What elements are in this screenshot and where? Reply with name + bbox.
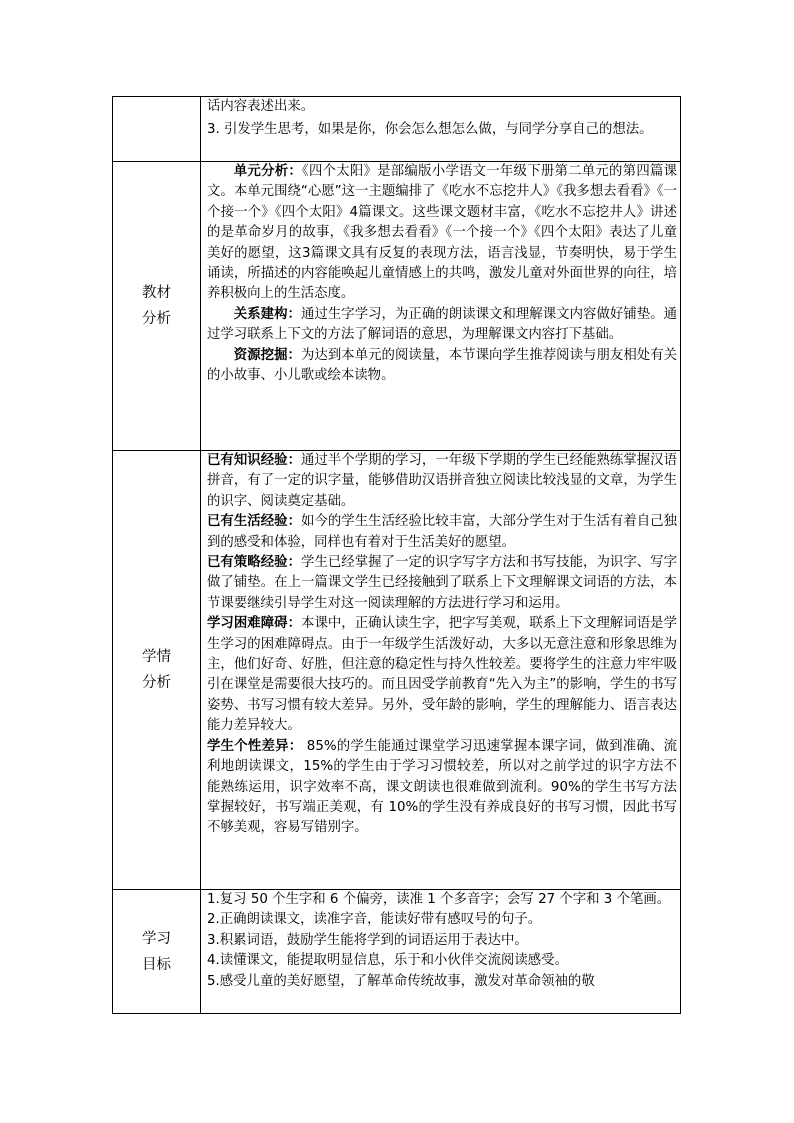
intro-content xyxy=(201,97,681,162)
intro-line: 3. 引发学生思考，如果是你，你会怎么想怎么做，与同学分享自己的想法。 xyxy=(207,122,653,138)
paragraph xyxy=(207,346,677,387)
goal-item: 2.正确朗读课文，读准字音，能读好带有感叹号的句子。 xyxy=(207,912,542,928)
paragraph-text: 85%的学生能通过课堂学习迅速掌握本课字词，做到准确、流利地朗读课文，15%的学生由于学习习惯较差，所以对之前学过的识字方法不能熟练运用，识字效率不高，课文朗读也很难做到流利。90%的学生书写方法掌握较好，书写端正美观，有 10%的学生没有养成良好的书写习惯，因此书写不够美观，容易写错别字。 xyxy=(207,738,677,836)
row-label-empty xyxy=(113,97,201,162)
table-row xyxy=(113,162,681,451)
intro-line: 话内容表述出来。 xyxy=(207,99,315,114)
paragraph xyxy=(207,162,677,305)
paragraph xyxy=(207,737,677,839)
label-line: 教材 xyxy=(142,285,171,301)
paragraph-title: 已有策略经验： xyxy=(207,555,302,571)
table-row xyxy=(113,97,681,162)
table-row xyxy=(113,451,681,890)
table-row xyxy=(113,890,681,1014)
paragraph-text: 通过半个学期的学习，一年级下学期的学生已经能熟练掌握汉语拼音，有了一定的识字量，能够借助汉语拼音独立阅读比较浅显的文章，为学生的识字、阅读奠定基础。 xyxy=(207,453,678,509)
label-line: 分析 xyxy=(142,675,171,691)
paragraph-title: 已有知识经验： xyxy=(207,453,302,468)
goal-item: 1.复习 50 个生字和 6 个偏旁，读准 1 个多音字；会写 27 个字和 3 个笔画。 xyxy=(207,892,671,907)
label-line: 目标 xyxy=(142,956,171,973)
paragraph-text: 为达到本单元的阅读量，本节课向学生推荐阅读与朋友相处有关的小故事、小儿歌或绘本读物。 xyxy=(207,347,678,384)
paragraph-title: 学习困难障碍： xyxy=(207,616,302,632)
goal-item: 5.感受儿童的美好愿望，了解革命传统故事，激发对革命领袖的敬 xyxy=(207,973,595,989)
paragraph xyxy=(207,451,677,512)
paragraph-text: 如今的学生生活经验比较丰富，大部分学生对于生活有着自己独到的感受和体验，同样也有着对于生活美好的愿望。 xyxy=(207,514,678,550)
xueqing-content xyxy=(201,451,681,890)
paragraph-text: 通过生字学习，为正确的朗读课文和理解课文内容做好铺垫。通过学习联系上下文的方法了解词语的意思，为理解课文内容打下基础。 xyxy=(207,306,678,343)
paragraph-text: 《四个太阳》是部编版小学语文一年级下册第二单元的第四篇课文。本单元围绕“心愿”这一主题编排了《吃水不忘挖井人》《我多想去看看》《一个接一个》《四个太阳》4篇课文。这些课文题材丰富，《吃水不忘挖井人》讲述的是革命岁月的故事，《我多想去看看》《一个接一个》《四个太阳》表达了儿童美好的愿望，这3篇课文具有反复的表现方法，语言浅显，节奏明快，易于学生诵读，所描述的内容能唤起儿童情感上的共鸣，激发儿童对外面世界的向往，培养积极向上的生活态度。 xyxy=(207,164,677,302)
paragraph-title: 资源挖掘： xyxy=(233,347,301,363)
row-label-xueqing xyxy=(113,451,201,890)
paragraph xyxy=(207,553,677,614)
label-line: 学习 xyxy=(142,930,171,947)
paragraph xyxy=(207,305,677,346)
paragraph-text: 本课中，正确认读生字，把字写美观，联系上下文理解词语是学生学习的困难障碍点。由于一年级学生活泼好动，大多以无意注意和形象思维为主，他们好奇、好胜，但注意的稳定性与持久性较差。要将学生的注意力牢牢吸引在课堂是需要很大技巧的。而且因受学前教育“先入为主”的影响，学生的书写姿势、书写习惯有较大差异。另外，受年龄的影响，学生的理解能力、语言表达能力差异较大。 xyxy=(207,616,678,734)
paragraph-title: 已有生活经验： xyxy=(207,514,302,530)
paragraph-title: 学生个性差异： xyxy=(207,738,303,754)
paragraph xyxy=(207,614,677,736)
paragraph-title: 单元分析： xyxy=(233,164,302,179)
label-line: 学情 xyxy=(142,649,171,665)
paragraph xyxy=(207,512,677,553)
goal-item: 4.读懂课文，能提取明显信息，乐于和小伙伴交流阅读感受。 xyxy=(207,953,568,969)
paragraph-text: 学生已经掌握了一定的识字写字方法和书写技能，为识字、写字做了铺垫。在上一篇课文学生已经接触到了联系上下文理解课文词语的方法，本节课要继续引导学生对这一阅读理解的方法进行学习和运用。 xyxy=(207,555,678,611)
mubiao-content xyxy=(201,890,681,1014)
paragraph-title: 关系建构： xyxy=(233,306,301,322)
row-label-jiaocai xyxy=(113,162,201,451)
jiaocai-content xyxy=(201,162,681,451)
goal-item: 3.积累词语，鼓励学生能将学到的词语运用于表达中。 xyxy=(207,932,528,948)
row-label-mubiao xyxy=(113,890,201,1014)
lesson-plan-table xyxy=(112,96,681,1014)
label-line: 分析 xyxy=(142,311,171,327)
